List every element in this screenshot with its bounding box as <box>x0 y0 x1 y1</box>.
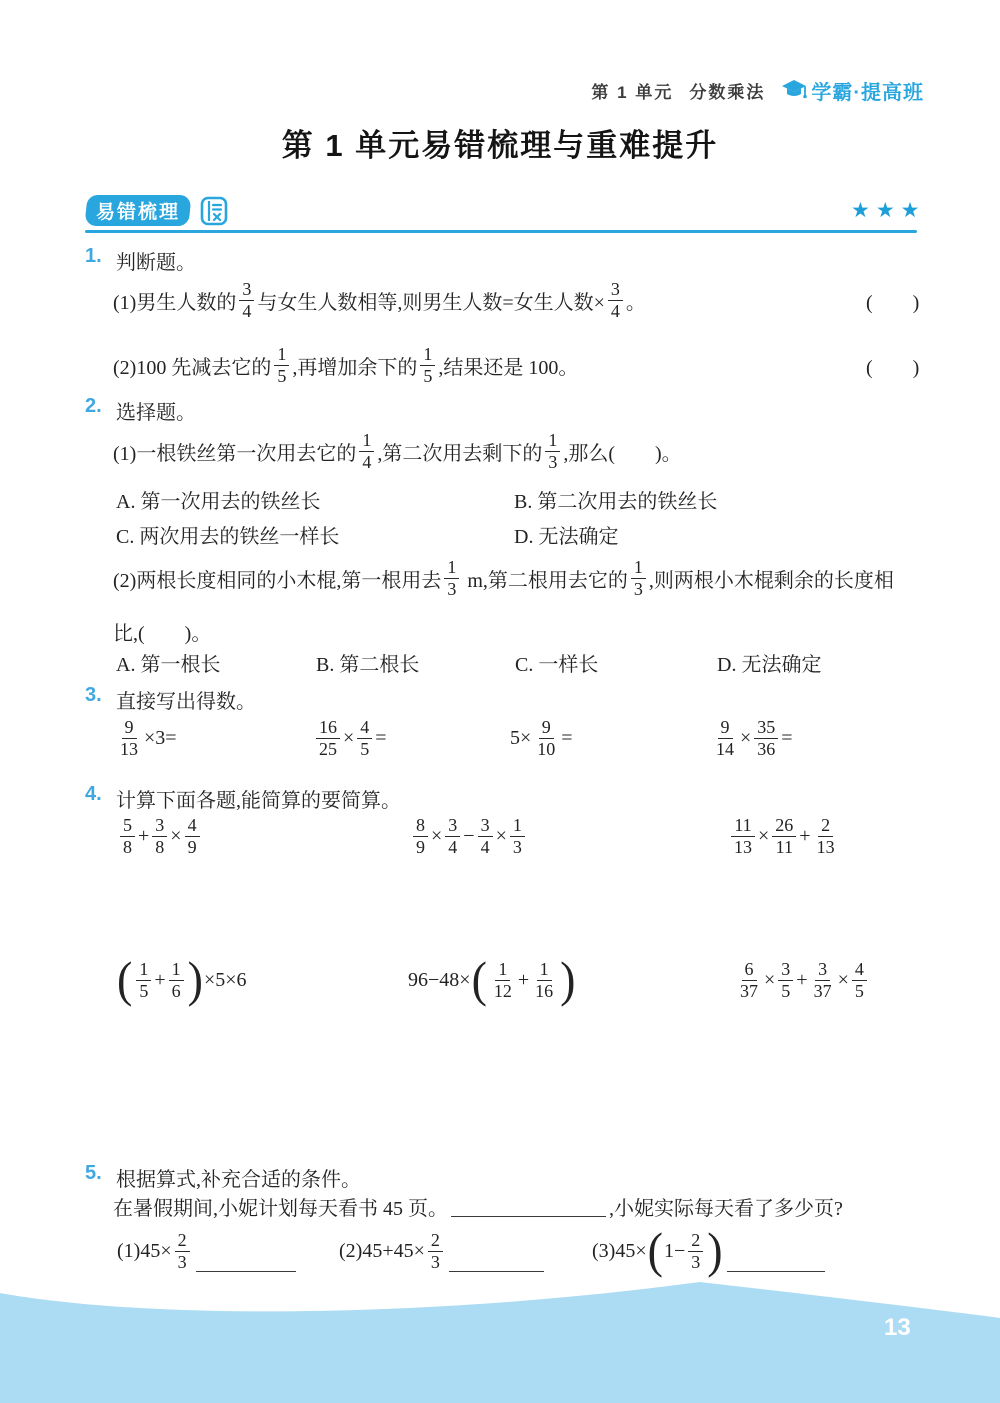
fraction: $\frac{1}{3}$ <box>631 557 646 599</box>
q4-number: 4. <box>85 783 102 805</box>
q3-expr-4 <box>710 712 793 764</box>
q2-item1-option-a: A. 第一次用去的铁丝长 <box>116 491 321 513</box>
q4-row2-expr-3 <box>734 950 870 1010</box>
q1-item1 <box>113 272 920 328</box>
section-divider-line <box>85 230 917 233</box>
fraction: $\frac{2}{3}$ <box>688 1230 703 1272</box>
q2-item2-option-a: A. 第一根长 <box>116 654 221 676</box>
expression-text: × <box>740 726 752 749</box>
expression-text: × <box>343 726 355 749</box>
q1-item2-answer: ( ) <box>866 356 920 379</box>
expression-text: ,那么( )。 <box>563 442 682 465</box>
expression-text: (2)两根长度相同的小木棍,第一根用去 <box>113 569 442 592</box>
expression-text: m,第二根用去它的 <box>462 569 628 592</box>
q2-item2-line1 <box>113 550 894 606</box>
big-paren: ( <box>117 952 133 1008</box>
q2-item1-option-c: C. 两次用去的铁丝一样长 <box>116 526 340 548</box>
expression-text: ,小妮实际每天看了多少页? <box>609 1197 843 1220</box>
expression-text: = <box>561 726 573 749</box>
fraction: $\frac{1}{16}$ <box>535 958 554 1001</box>
fraction: $\frac{1}{5}$ <box>136 959 151 1001</box>
fraction: $\frac{11}{13}$ <box>731 815 755 857</box>
expression-text: = <box>375 726 387 749</box>
fraction: $\frac{3}{5}$ <box>778 959 793 1001</box>
expression-text: (2)100 先减去它的 <box>113 356 272 379</box>
unit-label: 第 1 单元 <box>591 83 674 102</box>
fraction: $\frac{1}{3}$ <box>510 815 525 857</box>
q2-label: 选择题。 <box>116 402 196 424</box>
expression-text: ×3= <box>144 726 177 749</box>
fraction: $\frac{35}{36}$ <box>754 717 778 759</box>
expression-text: ,再增加余下的 <box>292 356 418 379</box>
page-header <box>591 76 924 105</box>
fraction: $\frac{8}{9}$ <box>413 815 428 857</box>
fraction: $\frac{3}{4}$ <box>239 279 254 321</box>
q3-expr-3 <box>510 712 573 764</box>
expression-text: × <box>495 824 507 847</box>
section-badge-label: 易错梳理 <box>95 202 180 223</box>
q5-intro <box>113 1192 843 1220</box>
q4-row2-expr-2 <box>408 950 577 1010</box>
brand-label: 学霸·提高班 <box>811 82 924 104</box>
fraction: $\frac{3}{4}$ <box>478 815 493 857</box>
q2-number: 2. <box>85 395 102 417</box>
q3-number: 3. <box>85 684 102 706</box>
expression-text: + <box>796 968 808 991</box>
fraction: $\frac{2}{3}$ <box>428 1230 443 1272</box>
fraction: $\frac{1}{5}$ <box>420 344 435 386</box>
expression-text: ,第二次用去剩下的 <box>377 442 543 465</box>
expression-text: 与女生人数相等,则男生人数=女生人数× <box>257 291 605 314</box>
expression-text: × <box>431 824 443 847</box>
expression-text: + <box>138 824 150 847</box>
expression-text: (3)45× <box>592 1239 647 1262</box>
q4-row1-expr-1 <box>117 808 203 864</box>
fraction: $\frac{1}{4}$ <box>359 430 374 472</box>
fraction: $\frac{5}{8}$ <box>120 815 135 857</box>
page-number: 13 <box>884 1314 911 1341</box>
q1-item2 <box>113 337 920 393</box>
fraction: $\frac{2}{3}$ <box>175 1230 190 1272</box>
fraction: $\frac{9}{10}$ <box>537 716 556 759</box>
q5-label: 根据算式,补充合适的条件。 <box>116 1169 361 1191</box>
big-paren: ) <box>707 1223 723 1279</box>
expression-text: × <box>758 824 770 847</box>
expression-text: + <box>799 824 811 847</box>
q3-expr-1 <box>114 712 177 764</box>
answer-blank <box>449 1245 544 1272</box>
expression-text: 在暑假期间,小妮计划每天看书 45 页。 <box>113 1197 448 1220</box>
expression-text: = <box>781 726 793 749</box>
q1-item1-answer: ( ) <box>866 291 920 314</box>
fraction: $\frac{3}{4}$ <box>608 279 623 321</box>
fraction: $\frac{26}{11}$ <box>772 815 796 857</box>
expression-text: 。 <box>625 291 646 314</box>
q4-row1-expr-2 <box>410 808 528 864</box>
fraction: $\frac{4}{9}$ <box>185 815 200 857</box>
q1-number: 1. <box>85 245 102 267</box>
q4-label: 计算下面各题,能简算的要简算。 <box>116 790 401 812</box>
graduation-cap-icon <box>781 79 807 103</box>
q2-item2-option-b: B. 第二根长 <box>316 654 420 676</box>
expression-text: (1)45× <box>117 1239 172 1262</box>
fraction: $\frac{1}{3}$ <box>545 430 560 472</box>
fraction: $\frac{1}{12}$ <box>493 958 512 1001</box>
section-badge <box>84 195 191 226</box>
footer-wave <box>0 1280 1000 1403</box>
q4-row2-expr-1 <box>116 950 247 1010</box>
expression-text: × <box>170 824 182 847</box>
big-paren: ) <box>187 952 203 1008</box>
answer-blank <box>196 1245 296 1272</box>
expression-text: ,则两根小木棍剩余的长度相 <box>648 569 894 592</box>
q2-item1-text <box>113 423 682 479</box>
big-paren: ( <box>647 1223 663 1279</box>
expression-text: 96−48× <box>408 968 471 991</box>
answer-blank <box>451 1196 606 1217</box>
expression-text: × <box>764 968 776 991</box>
fraction: $\frac{6}{37}$ <box>740 958 758 1001</box>
expression-text: + <box>517 968 530 991</box>
q2-item2-option-c: C. 一样长 <box>515 654 599 676</box>
expression-text: − <box>463 824 475 847</box>
q3-expr-2 <box>313 712 387 764</box>
q3-label: 直接写出得数。 <box>116 691 256 713</box>
difficulty-stars: ★★★ <box>851 198 926 222</box>
q2-item1-option-d: D. 无法确定 <box>514 526 619 548</box>
fraction: $\frac{2}{13}$ <box>816 814 835 857</box>
expression-text: ×5×6 <box>203 968 247 991</box>
expression-text: 1− <box>663 1239 686 1262</box>
fraction: $\frac{1}{6}$ <box>169 959 184 1001</box>
q4-row1-expr-3 <box>728 808 841 864</box>
expression-text: 5× <box>510 726 532 749</box>
fraction: $\frac{4}{5}$ <box>357 717 372 759</box>
fraction: $\frac{16}{25}$ <box>316 717 340 759</box>
page-title: 第 1 单元易错梳理与重难提升 <box>281 128 719 163</box>
q5-item-1 <box>117 1222 299 1280</box>
big-paren: ) <box>560 952 576 1008</box>
q5-number: 5. <box>85 1162 102 1184</box>
expression-text: (2)45+45× <box>339 1239 425 1262</box>
q2-item1-option-b: B. 第二次用去的铁丝长 <box>514 491 718 513</box>
expression-text: (1)男生人数的 <box>113 291 237 314</box>
fraction: $\frac{4}{5}$ <box>852 959 867 1001</box>
q5-item-2 <box>339 1222 547 1280</box>
fraction: $\frac{9}{14}$ <box>716 716 734 759</box>
big-paren: ( <box>471 952 487 1008</box>
q5-item-3 <box>592 1222 828 1280</box>
q1-label: 判断题。 <box>116 252 196 274</box>
expression-text: ,结果还是 100。 <box>438 356 579 379</box>
answer-blank <box>727 1245 825 1272</box>
expression-text: + <box>154 968 166 991</box>
q2-item2-line2: 比,( )。 <box>113 623 212 645</box>
fraction: $\frac{9}{13}$ <box>120 716 138 759</box>
fraction: $\frac{3}{4}$ <box>445 815 460 857</box>
fraction: $\frac{3}{37}$ <box>813 958 832 1001</box>
q2-item2-option-d: D. 无法确定 <box>717 654 822 676</box>
topic-label: 分数乘法 <box>689 83 766 102</box>
fraction: $\frac{1}{3}$ <box>444 557 459 599</box>
expression-text: × <box>837 968 849 991</box>
mistake-notebook-icon <box>199 195 229 232</box>
expression-text: (1)一根铁丝第一次用去它的 <box>113 442 357 465</box>
fraction: $\frac{1}{5}$ <box>274 344 289 386</box>
fraction: $\frac{3}{8}$ <box>152 815 167 857</box>
